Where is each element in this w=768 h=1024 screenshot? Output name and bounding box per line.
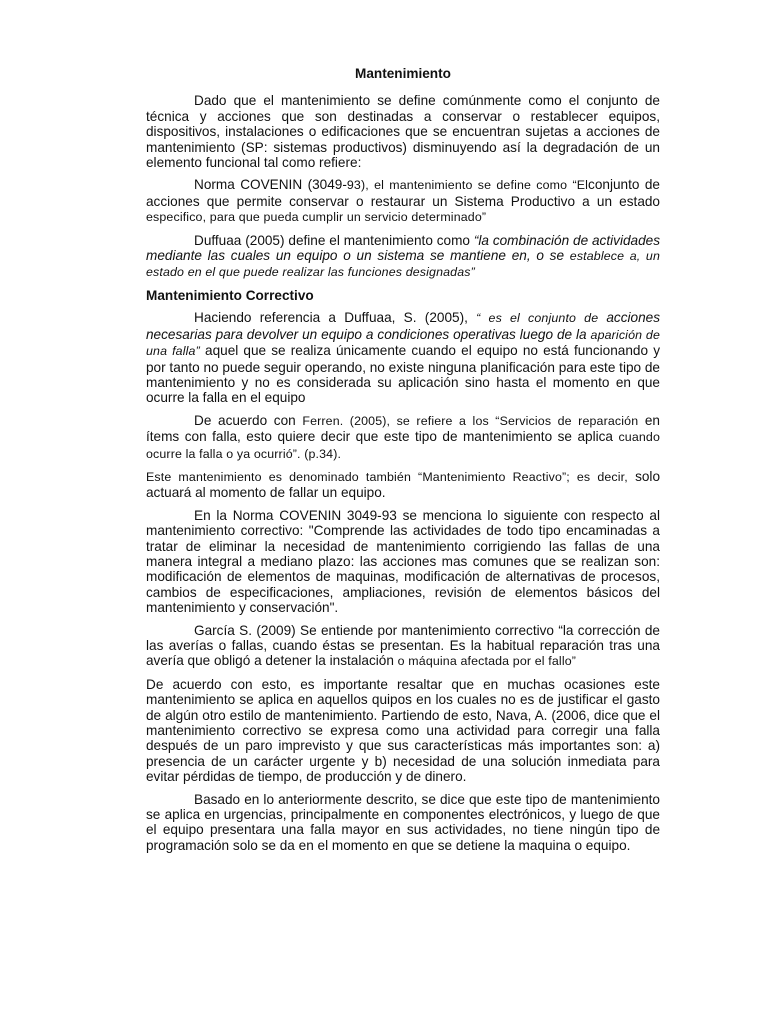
paragraph-intro: Dado que el mantenimiento se define comúnmente como el conjunto de técnica y acciones que son destinadas a conservar o restablecer equipos, dispositivos, instalaciones o edificaciones que se encuentran sujetas a acciones de mantenimiento (SP: sistemas productivos) disminuyendo así la degradación de un elemento funcional tal como refiere: [146, 93, 660, 171]
paragraph-reactive: Este mantenimiento es denominado también “Mantenimiento Reactivo”; es decir, solo actuará al momento de fallar un equipo. [146, 468, 661, 501]
paragraph-ferren: De acuerdo con Ferren. (2005), se refiere a los “Servicios de reparación en ítems con falla, esto quiere decir que este tipo de mantenimiento se aplica cuando ocurre la falla o ya ocurrió”. (p.34). [146, 412, 660, 461]
paragraph-duffuaa-corrective: Haciendo referencia a Duffuaa, S. (2005), “ es el conjunto de acciones necesarias para devolver un equipo a condiciones operativas luego de la aparición de una falla” aquel que se realiza únicamente cuando el equipo no está funcionando y por tanto no puede seguir operando, no existe ninguna planificación para este tipo de mantenimiento y no es considerada su aplicación sino hasta el momento en que ocurre la falla en el equipo [146, 310, 660, 406]
paragraph-covenin-definition: Norma COVENIN (3049-93), el mantenimiento se define como “Elconjunto de acciones que permite conservar o restaurar un Sistema Productivo a un estado especifico, para que pueda cumplir un servicio determinado” [146, 177, 660, 225]
paragraph-covenin-corrective: En la Norma COVENIN 3049-93 se menciona lo siguiente con respecto al mantenimiento correctivo: "Comprende las actividades de todo tipo encaminadas a tratar de eliminar la necesidad de mantenimiento corrigiendo las fallas de una manera integral a mediano plazo: las acciones mas comunes que se realizan son: modificación de elementos de maquinas, modificación de alternativas de procesos, cambios de especificaciones, ampliaciones, revisión de elementos básicos del mantenimiento y conservación". [146, 507, 660, 616]
document-title: Mantenimiento [355, 66, 451, 81]
document-page [146, 66, 660, 860]
paragraph-nava: De acuerdo con esto, es importante resaltar que en muchas ocasiones este mantenimiento se aplica en aquellos quipos en los cuales no es de justificar el gasto de algún otro estilo de mantenimiento. Partiendo de esto, Nava, A. (2006, dice que el mantenimiento correctivo se expresa como una actividad para corregir una falla después de un paro imprevisto y que sus características más importantes son: a) presencia de un carácter urgente y b) necesidad de una solución inmediata para evitar pérdidas de tiempo, de producción y de dinero. [146, 676, 660, 785]
paragraph-duffuaa-definition: Duffuaa (2005) define el mantenimiento como “la combinación de actividades mediante las cuales un equipo o un sistema se mantiene en, o se establece a, un estado en el que puede realizar las funciones designadas” [146, 232, 661, 280]
paragraph-conclusion: Basado en lo anteriormente descrito, se dice que este tipo de mantenimiento se aplica en urgencias, principalmente en componentes electrónicos, y luego de que el equipo presentara una falla mayor en sus actividades, no tiene ningún tipo de programación solo se da en el momento en que se detiene la maquina o equipo. [146, 791, 660, 853]
section-heading-corrective: Mantenimiento Correctivo [146, 287, 314, 303]
paragraph-garcia: García S. (2009) Se entiende por mantenimiento correctivo “la corrección de las averías o fallas, cuando éstas se presentan. Es la habitual reparación tras una avería que obligó a detener la instalación o máquina afectada por el fallo” [146, 622, 660, 669]
